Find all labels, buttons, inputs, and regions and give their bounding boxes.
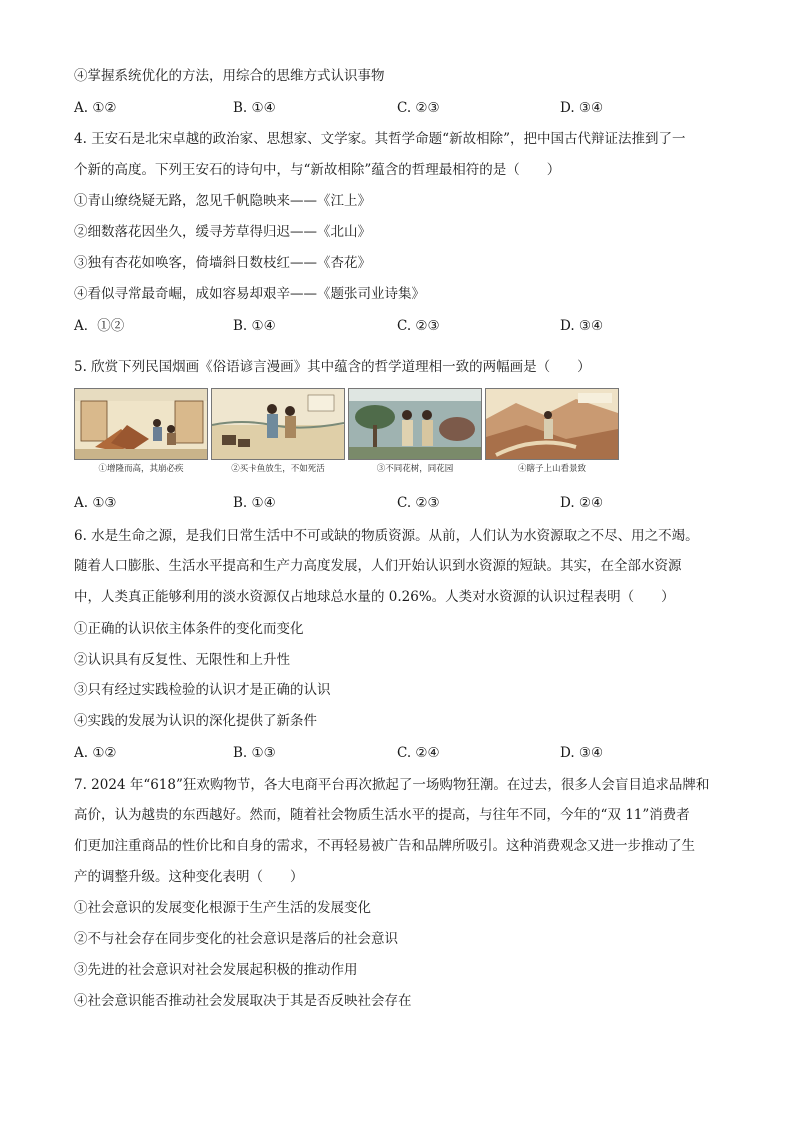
q4-item-2: ②细数落花因坐久，缓寻芳草得归迟——《北山》 xyxy=(74,224,371,240)
q5-card-2-caption: ②买卡鱼放生，不如死活 xyxy=(231,464,325,474)
q5-card-3-caption: ③不同花树，同花园 xyxy=(376,464,454,474)
q5-card-1-caption: ①增隆而高，其崩必疾 xyxy=(98,464,184,474)
q4-option-d[interactable]: D. ③④ xyxy=(560,318,604,334)
q5-option-c[interactable]: C. ②③ xyxy=(397,495,440,511)
q5-card-2 xyxy=(211,388,345,478)
q5-option-d[interactable]: D. ②④ xyxy=(560,495,604,511)
q5-card-1 xyxy=(74,388,208,478)
q4-options xyxy=(74,316,734,336)
q5-cigarette-cards xyxy=(74,388,734,478)
q6-stem-line1: 6. 水是生命之源，是我们日常生活中不可或缺的物质资源。从前，人们认为水资源取之不尽、用之不竭。 xyxy=(74,528,699,544)
q7-item-4: ④社会意识能否推动社会发展取决于其是否反映社会存在 xyxy=(74,993,412,1009)
q7-stem-line2: 高价，认为越贵的东西越好。然而，随着社会物质生活水平的提高，与往年不同，今年的“双 11”消费者 xyxy=(74,807,690,823)
q5-card-2-illustration xyxy=(211,388,345,460)
q5-card-1-illustration xyxy=(74,388,208,460)
q6-option-b[interactable]: B. ①③ xyxy=(233,745,276,761)
q5-option-b[interactable]: B. ①④ xyxy=(233,495,276,511)
q6-item-1: ①正确的认识依主体条件的变化而变化 xyxy=(74,621,304,637)
q6-option-c[interactable]: C. ②④ xyxy=(397,745,440,761)
q4-item-4: ④看似寻常最奇崛，成如容易却艰辛——《题张司业诗集》 xyxy=(74,286,425,302)
q6-item-3: ③只有经过实践检验的认识才是正确的认识 xyxy=(74,682,331,698)
q4-item-1: ①青山缭绕疑无路，忽见千帆隐映来——《江上》 xyxy=(74,193,371,209)
q7-item-1: ①社会意识的发展变化根源于生产生活的发展变化 xyxy=(74,900,371,916)
q4-item-3: ③独有杏花如唤客，倚墙斜日数枝红——《杏花》 xyxy=(74,255,371,271)
q3-option-a[interactable]: A. ①② xyxy=(74,100,117,116)
q6-option-d[interactable]: D. ③④ xyxy=(560,745,604,761)
q3-option-c[interactable]: C. ②③ xyxy=(397,100,440,116)
q6-stem-line3: 中，人类真正能够利用的淡水资源仅占地球总水量的 0.26%。人类对水资源的认识过程表明（ ） xyxy=(74,589,675,605)
q5-card-3 xyxy=(348,388,482,478)
q3-item-4: ④掌握系统优化的方法，用综合的思维方式认识事物 xyxy=(74,68,385,84)
q6-options xyxy=(74,743,734,763)
q6-stem-line2: 随着人口膨胀、生活水平提高和生产力高度发展，人们开始认识到水资源的短缺。其实，在全部水资源 xyxy=(74,558,682,574)
q5-options xyxy=(74,493,734,513)
q7-stem-line4: 产的调整升级。这种变化表明（ ） xyxy=(74,869,304,885)
q5-option-a[interactable]: A. ①③ xyxy=(74,495,117,511)
q4-option-c[interactable]: C. ②③ xyxy=(397,318,440,334)
q5-stem: 5. 欣赏下列民国烟画《俗语谚言漫画》其中蕴含的哲学道理相一致的两幅画是（ ） xyxy=(74,359,591,375)
q3-options xyxy=(74,98,734,118)
q3-option-b[interactable]: B. ①④ xyxy=(233,100,276,116)
q7-item-3: ③先进的社会意识对社会发展起积极的推动作用 xyxy=(74,962,358,978)
q7-stem-line3: 们更加注重商品的性价比和自身的需求，不再轻易被广告和品牌所吸引。这种消费观念又进一步推动了生 xyxy=(74,838,695,854)
q7-item-2: ②不与社会存在同步变化的社会意识是落后的社会意识 xyxy=(74,931,398,947)
q7-stem-line1: 7. 2024 年“618”狂欢购物节，各大电商平台再次掀起了一场购物狂潮。在过去，很多人会盲目追求品牌和 xyxy=(74,777,710,793)
q4-option-b[interactable]: B. ①④ xyxy=(233,318,276,334)
q4-option-a[interactable]: A．①② xyxy=(74,318,125,334)
q5-card-4-illustration xyxy=(485,388,619,460)
q4-stem-line2: 个新的高度。下列王安石的诗句中，与“新故相除”蕴含的哲理最相符的是（ ） xyxy=(74,162,561,178)
q6-item-4: ④实践的发展为认识的深化提供了新条件 xyxy=(74,713,317,729)
q6-option-a[interactable]: A. ①② xyxy=(74,745,117,761)
q5-card-4-caption: ④瞎子上山看景致 xyxy=(517,464,586,474)
q4-stem-line1: 4. 王安石是北宋卓越的政治家、思想家、文学家。其哲学命题“新故相除”，把中国古代辩证法推到了一 xyxy=(74,131,686,147)
q5-card-4 xyxy=(485,388,619,478)
q5-card-3-illustration xyxy=(348,388,482,460)
q6-item-2: ②认识具有反复性、无限性和上升性 xyxy=(74,652,290,668)
q3-option-d[interactable]: D. ③④ xyxy=(560,100,604,116)
